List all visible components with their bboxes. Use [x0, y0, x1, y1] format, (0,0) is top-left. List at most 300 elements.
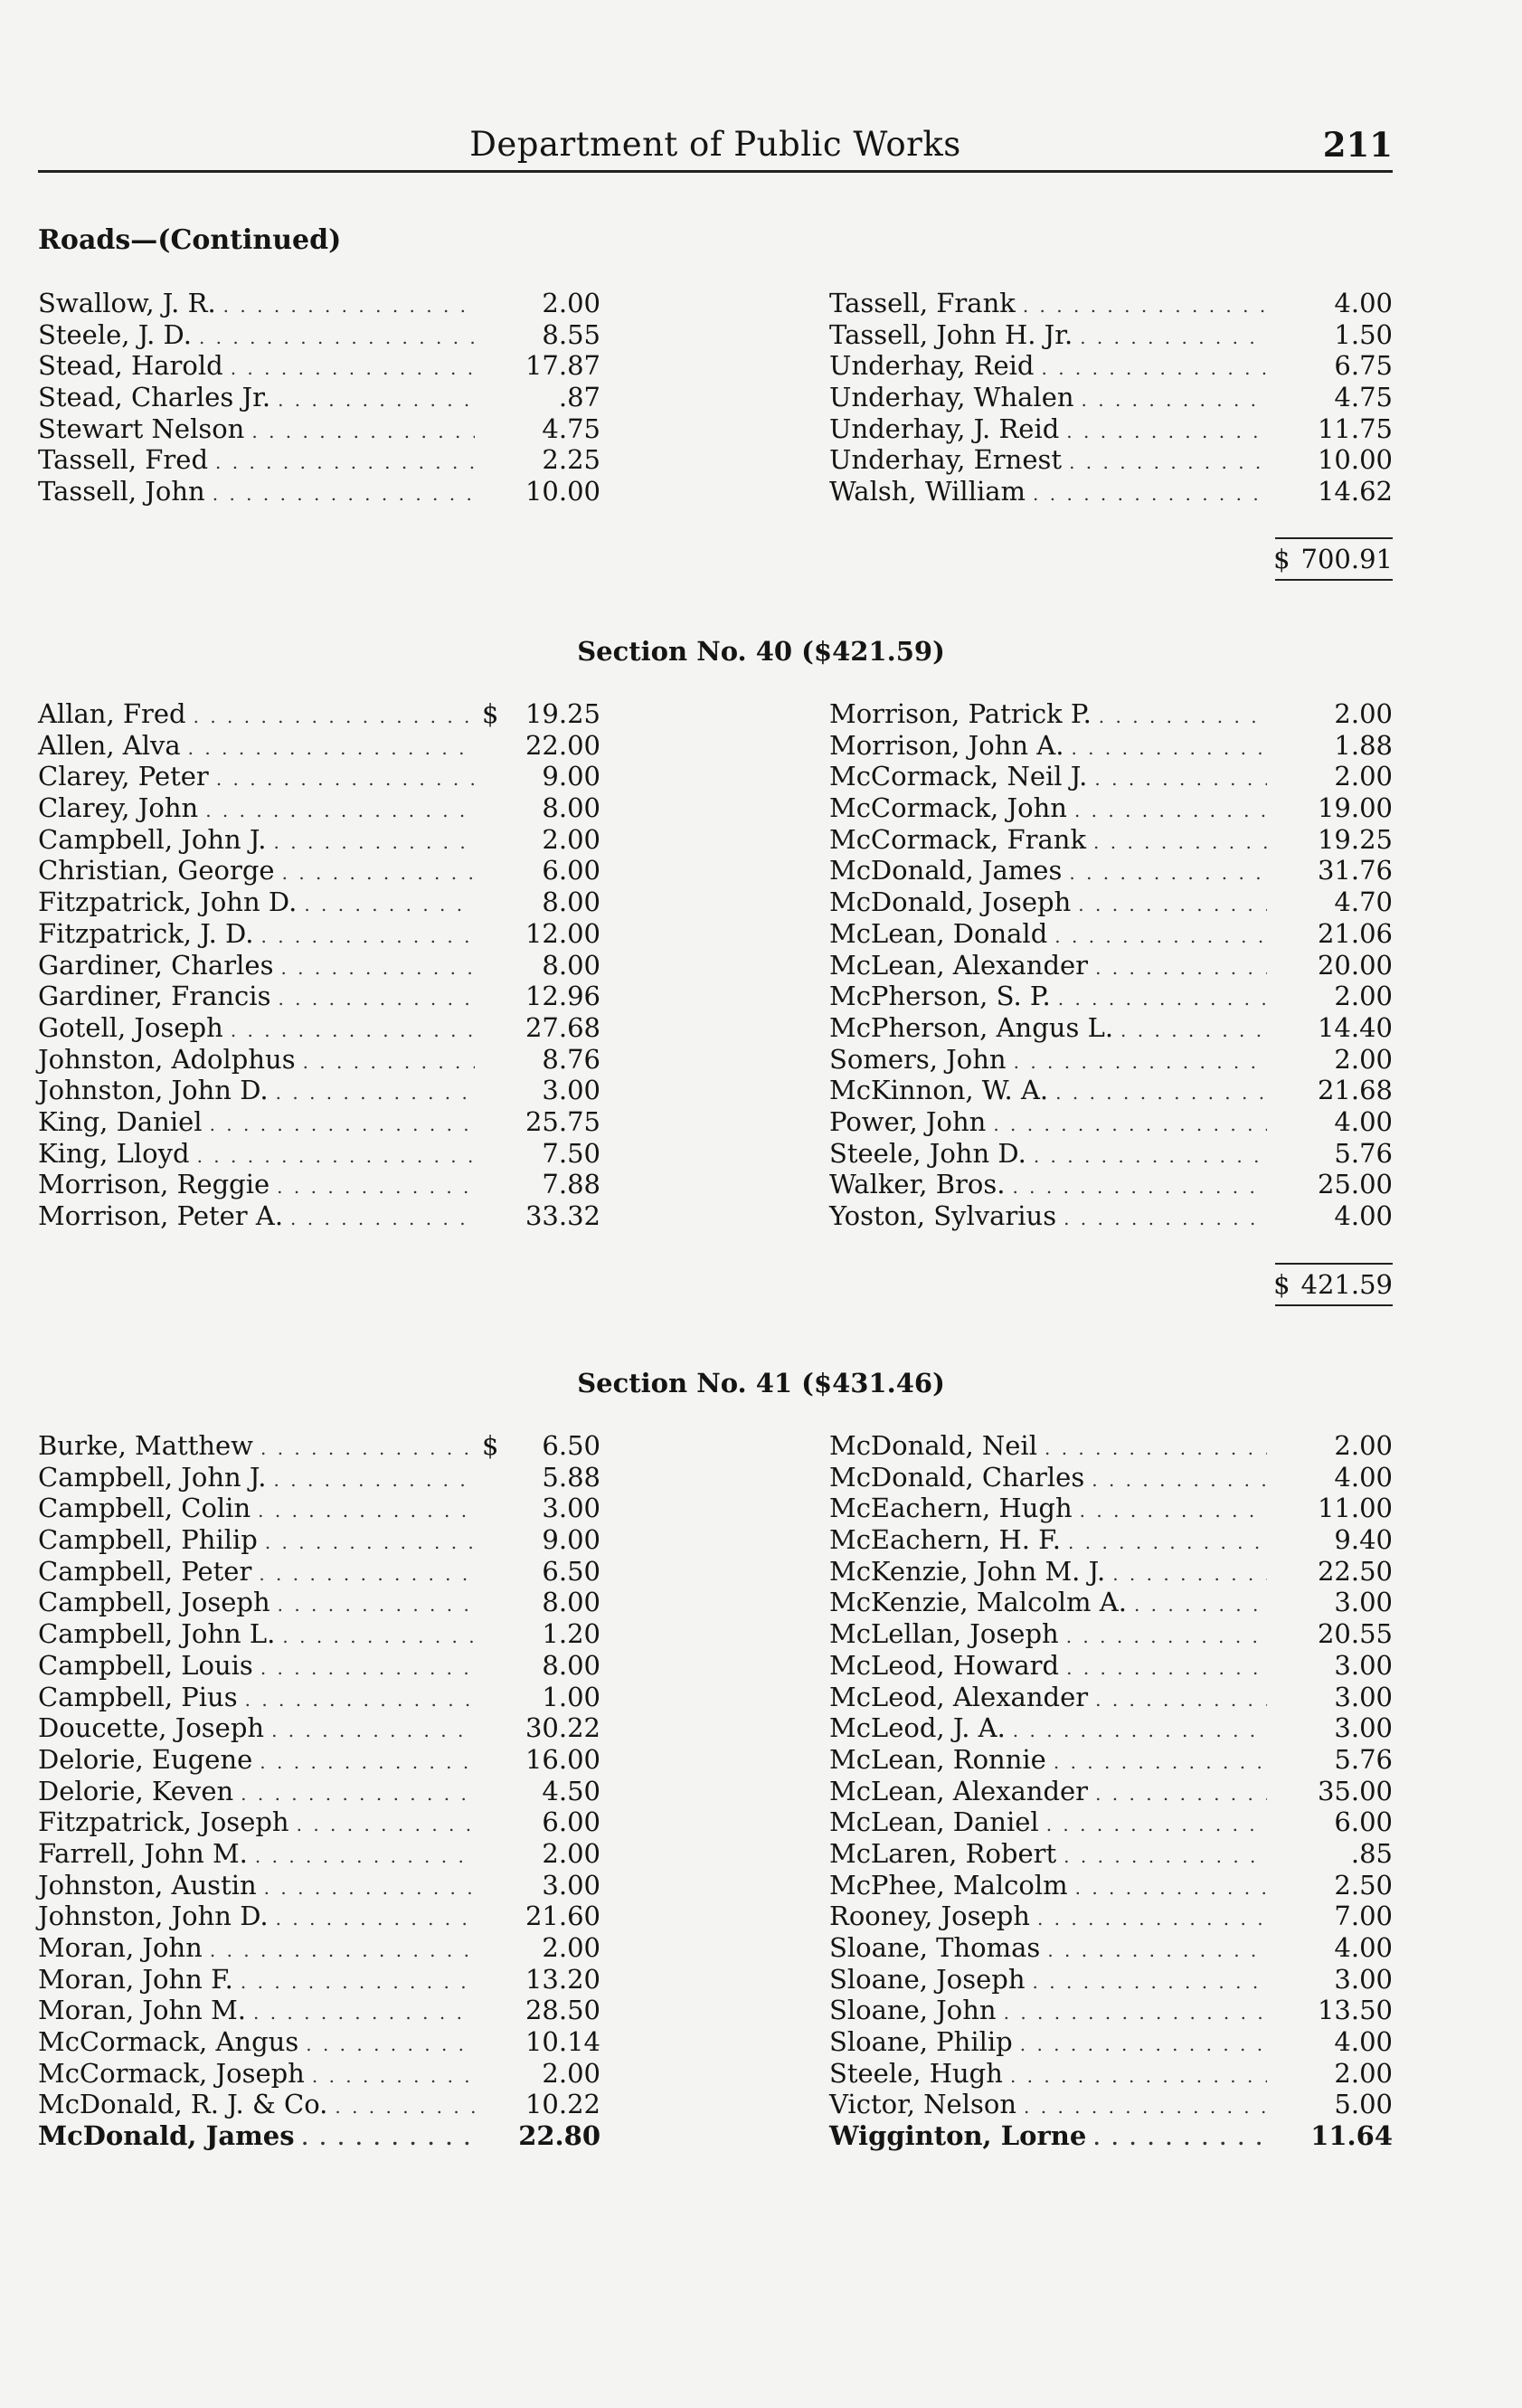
dot-leader — [1082, 384, 1267, 416]
list-item — [38, 1524, 600, 1556]
entry-amount: 9.00 — [542, 1524, 600, 1556]
entry-amount: 3.00 — [542, 1493, 600, 1524]
dot-leader — [304, 889, 475, 921]
entry-amount: 1.88 — [1334, 729, 1393, 761]
entry-amount: 31.76 — [1317, 855, 1393, 886]
entry-name: Campbell, Joseph — [38, 1587, 270, 1618]
entry-name: Farrell, John M. — [38, 1837, 248, 1869]
list-item — [829, 2026, 1393, 2058]
entry-name: McLaren, Robert — [829, 1837, 1057, 1869]
section-40-right-column — [829, 698, 1393, 1232]
roads-left-column — [38, 288, 600, 507]
dot-leader — [264, 1872, 475, 1904]
list-item — [829, 886, 1393, 918]
entry-amount: 10.00 — [525, 476, 600, 507]
entry-amount: 25.75 — [525, 1105, 600, 1137]
list-item — [38, 1044, 600, 1076]
list-item — [829, 824, 1393, 856]
entry-name: McLean, Alexander — [829, 949, 1089, 981]
dot-leader — [1066, 1653, 1267, 1684]
entry-name: Victor, Nelson — [829, 2089, 1017, 2120]
dot-leader — [260, 1747, 475, 1778]
entry-amount: 6.50 — [542, 1430, 600, 1461]
dot-leader — [1093, 2123, 1267, 2155]
entry-name: Underhay, Ernest — [829, 444, 1063, 476]
entry-name: Yoston, Sylvarius — [829, 1200, 1057, 1231]
list-item — [829, 1138, 1393, 1170]
list-item — [829, 981, 1393, 1012]
entry-name: McDonald, Charles — [829, 1461, 1085, 1493]
entry-amount: 2.25 — [542, 444, 600, 476]
entry-amount: 2.00 — [542, 1837, 600, 1869]
list-item — [38, 476, 600, 507]
dot-leader — [215, 447, 475, 479]
entry-name: Underhay, Whalen — [829, 382, 1074, 413]
dot-leader — [210, 1109, 475, 1141]
list-item — [38, 1744, 600, 1776]
entry-amount: 1.20 — [542, 1618, 600, 1650]
entry-name: Somers, John — [829, 1043, 1007, 1075]
dot-leader — [255, 1841, 475, 1872]
list-item — [38, 855, 600, 886]
list-item — [829, 1870, 1393, 1901]
list-item — [38, 2089, 600, 2120]
dot-leader — [278, 384, 475, 416]
entry-amount: 19.25 — [1317, 823, 1393, 855]
entry-amount: 2.00 — [1334, 981, 1393, 1012]
list-item — [38, 1493, 600, 1524]
entry-name: McCormack, Angus — [38, 2026, 299, 2058]
entry-amount: 5.76 — [1334, 1137, 1393, 1169]
entry-amount: 20.00 — [1317, 949, 1393, 981]
list-item — [829, 1964, 1393, 1996]
entry-name: Steele, J. D. — [38, 318, 192, 350]
dot-leader — [282, 1621, 475, 1653]
entry-amount: 12.96 — [525, 981, 600, 1012]
list-item — [829, 918, 1393, 950]
dot-leader — [1069, 858, 1267, 889]
roads-total — [1275, 537, 1393, 581]
entry-name: Allen, Alva — [38, 729, 181, 761]
entry-name: McPherson, S. P. — [829, 981, 1051, 1012]
entry-name: Moran, John — [38, 1932, 203, 1963]
entry-name: McCormack, Frank — [829, 823, 1087, 855]
entry-amount: 11.64 — [1310, 2120, 1393, 2152]
page-number: 211 — [1322, 125, 1393, 165]
list-item — [829, 1556, 1393, 1588]
dot-leader — [265, 1527, 475, 1559]
entry-name: McKenzie, John M. J. — [829, 1555, 1106, 1587]
list-item — [38, 2058, 600, 2090]
entry-amount: 8.76 — [542, 1043, 600, 1075]
entry-name: Burke, Matthew — [38, 1430, 253, 1461]
dot-leader — [1078, 889, 1267, 921]
entry-amount: 11.00 — [1317, 1493, 1393, 1524]
entry-name: Campbell, Philip — [38, 1524, 258, 1556]
entry-amount: 6.75 — [1334, 350, 1393, 382]
entry-name: Campbell, Peter — [38, 1555, 252, 1587]
dot-leader — [1094, 763, 1267, 795]
section-41-right-column — [829, 1430, 1393, 2152]
dot-leader — [1093, 827, 1267, 858]
entry-name: Campbell, John J. — [38, 823, 267, 855]
dot-leader — [303, 1047, 475, 1078]
dot-leader — [282, 858, 475, 889]
dot-leader — [1099, 701, 1267, 733]
entry-amount: 9.00 — [542, 761, 600, 792]
entry-amount: 28.50 — [525, 1995, 600, 2026]
entry-amount: 3.00 — [1334, 1649, 1393, 1681]
list-item — [829, 1650, 1393, 1682]
entry-name: Rooney, Joseph — [829, 1901, 1030, 1932]
entry-name: Tassell, Fred — [38, 444, 209, 476]
list-item — [829, 288, 1393, 319]
dot-leader — [276, 1903, 475, 1935]
dot-leader — [1020, 2029, 1267, 2061]
entry-name: McKinnon, W. A. — [829, 1075, 1049, 1106]
section-40-total-currency: $ — [1273, 1269, 1290, 1300]
entry-name: McLeod, J. A. — [829, 1712, 1006, 1744]
entry-amount: 19.25 — [525, 698, 600, 729]
dot-leader — [245, 1684, 475, 1716]
entry-amount: 7.00 — [1334, 1901, 1393, 1932]
page-header — [38, 119, 1393, 173]
dot-leader — [194, 701, 475, 733]
list-item — [829, 1901, 1393, 1932]
dot-leader — [1066, 1621, 1267, 1653]
entry-name: Sloane, Philip — [829, 2026, 1013, 2058]
entry-name: Allan, Fred — [38, 698, 186, 729]
entry-name: Morrison, Patrick P. — [829, 698, 1092, 729]
entry-currency: $ — [482, 1430, 499, 1461]
entry-name: Delorie, Keven — [38, 1775, 234, 1806]
list-item — [38, 1712, 600, 1744]
entry-name: Delorie, Eugene — [38, 1743, 253, 1775]
dot-leader — [277, 1171, 475, 1203]
entry-name: Campbell, John J. — [38, 1461, 267, 1493]
list-item — [829, 1200, 1393, 1232]
dot-leader — [1074, 795, 1267, 827]
entry-amount: 25.00 — [1317, 1169, 1393, 1200]
entry-name: Christian, George — [38, 855, 275, 886]
list-item — [829, 2058, 1393, 2090]
entry-amount: 10.00 — [1317, 444, 1393, 476]
list-item — [829, 1044, 1393, 1076]
entry-name: McDonald, James — [38, 2120, 295, 2152]
entry-amount: 8.55 — [542, 318, 600, 350]
list-item — [38, 1995, 600, 2026]
dot-leader — [1095, 953, 1267, 984]
list-item — [38, 1200, 600, 1232]
entry-amount: 3.00 — [1334, 1963, 1393, 1995]
entry-amount: 3.00 — [542, 1075, 600, 1106]
entry-amount: 21.60 — [525, 1901, 600, 1932]
entry-name: Stewart Nelson — [38, 412, 245, 444]
list-item — [38, 319, 600, 351]
list-item — [38, 1430, 600, 1462]
entry-amount: .87 — [558, 382, 600, 413]
dot-leader — [335, 2091, 475, 2123]
dot-leader — [197, 1141, 475, 1172]
entry-amount: 7.88 — [542, 1169, 600, 1200]
list-item — [38, 918, 600, 950]
dot-leader — [260, 1433, 475, 1465]
entry-amount: 21.06 — [1317, 917, 1393, 949]
list-item — [38, 824, 600, 856]
entry-name: Morrison, Peter A. — [38, 1200, 284, 1231]
entry-amount: 10.22 — [525, 2089, 600, 2120]
dot-leader — [1071, 733, 1267, 764]
section-40-heading: Section No. 40 ($421.59) — [577, 636, 945, 667]
entry-name: Sloane, Joseph — [829, 1963, 1026, 1995]
entry-name: Sloane, John — [829, 1995, 997, 2026]
entry-amount: 2.00 — [1334, 1043, 1393, 1075]
section-41-heading: Section No. 41 ($431.46) — [577, 1368, 945, 1398]
entry-name: McLean, Ronnie — [829, 1743, 1046, 1775]
list-item — [829, 1838, 1393, 1870]
entry-amount: 6.50 — [542, 1555, 600, 1587]
entry-name: McCormack, Joseph — [38, 2057, 305, 2089]
list-item — [38, 413, 600, 445]
dot-leader — [210, 1935, 475, 1967]
list-item — [829, 444, 1393, 476]
entry-amount: .85 — [1350, 1837, 1393, 1869]
dot-leader — [1064, 1203, 1267, 1235]
roads-total-currency: $ — [1273, 544, 1290, 574]
dot-leader — [297, 1809, 475, 1841]
entry-amount: 19.00 — [1317, 792, 1393, 824]
entry-amount: 10.14 — [525, 2026, 600, 2058]
entry-name: Tassell, John — [38, 476, 205, 507]
entry-amount: 8.00 — [542, 1649, 600, 1681]
list-item — [829, 2089, 1393, 2120]
entry-amount: 35.00 — [1317, 1775, 1393, 1806]
list-item — [38, 1901, 600, 1932]
list-item — [829, 1682, 1393, 1713]
dot-leader — [1066, 416, 1267, 448]
list-item — [38, 981, 600, 1012]
entry-amount: 5.76 — [1334, 1743, 1393, 1775]
dot-leader — [205, 795, 475, 827]
dot-leader — [199, 322, 475, 354]
list-item — [38, 1838, 600, 1870]
entry-name: Wigginton, Lorne — [829, 2120, 1087, 2152]
entry-amount: 3.00 — [1334, 1587, 1393, 1618]
list-item — [829, 413, 1393, 445]
list-item — [38, 950, 600, 981]
entry-amount: 20.55 — [1317, 1618, 1393, 1650]
list-item — [829, 2120, 1393, 2152]
list-item — [38, 2120, 600, 2152]
list-item — [829, 1430, 1393, 1462]
dot-leader — [312, 2061, 475, 2092]
entry-amount: 22.80 — [518, 2120, 600, 2152]
list-item — [38, 1964, 600, 1996]
list-item — [829, 1106, 1393, 1138]
dot-leader — [259, 1559, 475, 1590]
entry-amount: 6.00 — [542, 1806, 600, 1838]
entry-currency: $ — [482, 698, 499, 729]
entry-name: McDonald, Joseph — [829, 886, 1072, 918]
dot-leader — [306, 2029, 475, 2061]
dot-leader — [213, 479, 475, 510]
list-item — [829, 1524, 1393, 1556]
entry-name: Campbell, Louis — [38, 1649, 253, 1681]
entry-name: Campbell, Pius — [38, 1681, 238, 1712]
list-item — [829, 1075, 1393, 1106]
dot-leader — [1046, 1809, 1267, 1841]
entry-amount: 13.50 — [1317, 1995, 1393, 2026]
dot-leader — [260, 921, 475, 953]
dot-leader — [1014, 1047, 1267, 1078]
entry-name: Steele, John D. — [829, 1137, 1026, 1169]
entry-amount: 16.00 — [525, 1743, 600, 1775]
entry-name: McLeod, Alexander — [829, 1681, 1089, 1712]
dot-leader — [302, 2123, 475, 2155]
entry-amount: 14.40 — [1317, 1011, 1393, 1043]
dot-leader — [1023, 290, 1267, 322]
entry-amount: 11.75 — [1317, 412, 1393, 444]
entry-name: Steele, Hugh — [829, 2057, 1003, 2089]
entry-name: Walsh, William — [829, 476, 1026, 507]
dot-leader — [1068, 1527, 1267, 1559]
dot-leader — [1010, 2061, 1267, 2092]
entry-amount: 14.62 — [1317, 476, 1393, 507]
list-item — [38, 698, 600, 730]
entry-name: Tassell, John H. Jr. — [829, 318, 1073, 350]
roads-total-amount: 700.91 — [1300, 544, 1393, 574]
roads-heading: Roads—(Continued) — [38, 224, 342, 256]
entry-amount: 17.87 — [525, 350, 600, 382]
entry-amount: 4.00 — [1334, 1461, 1393, 1493]
dot-leader — [290, 1203, 475, 1235]
dot-leader — [1058, 983, 1267, 1015]
section-41-left-column — [38, 1430, 600, 2152]
dot-leader — [274, 827, 475, 858]
entry-name: Underhay, J. Reid — [829, 412, 1060, 444]
section-40-left-column — [38, 698, 600, 1232]
dot-leader — [1080, 1495, 1267, 1527]
entry-amount: 4.00 — [1334, 1200, 1393, 1231]
dot-leader — [253, 1997, 475, 2029]
list-item — [829, 792, 1393, 824]
entry-amount: 30.22 — [525, 1712, 600, 1744]
dot-leader — [1033, 479, 1267, 510]
list-item — [829, 855, 1393, 886]
list-item — [829, 1012, 1393, 1044]
entry-name: McLeod, Howard — [829, 1649, 1060, 1681]
list-item — [829, 350, 1393, 382]
list-item — [38, 2026, 600, 2058]
entry-name: Tassell, Frank — [829, 288, 1016, 318]
dot-leader — [1047, 1935, 1267, 1967]
entry-amount: 5.88 — [542, 1461, 600, 1493]
list-item — [38, 1075, 600, 1106]
entry-name: McLean, Donald — [829, 917, 1048, 949]
entry-amount: 5.00 — [1334, 2089, 1393, 2120]
list-item — [38, 1012, 600, 1044]
entry-amount: 8.00 — [542, 886, 600, 918]
dot-leader — [258, 1495, 475, 1527]
entry-amount: 4.75 — [542, 412, 600, 444]
entry-name: McDonald, James — [829, 855, 1063, 886]
entry-name: McKenzie, Malcolm A. — [829, 1587, 1127, 1618]
list-item — [829, 730, 1393, 762]
entry-amount: 2.00 — [542, 2057, 600, 2089]
dot-leader — [1064, 1841, 1267, 1872]
dot-leader — [993, 1109, 1267, 1141]
entry-name: McLean, Alexander — [829, 1775, 1089, 1806]
entry-name: Power, John — [829, 1105, 987, 1137]
list-item — [829, 1462, 1393, 1493]
entry-amount: 4.00 — [1334, 288, 1393, 318]
entry-amount: 2.00 — [1334, 698, 1393, 729]
entry-name: McEachern, H. F. — [829, 1524, 1062, 1556]
dot-leader — [1095, 1684, 1267, 1716]
list-item — [829, 1744, 1393, 1776]
entry-name: Morrison, John A. — [829, 729, 1064, 761]
dot-leader — [1095, 1778, 1267, 1810]
dot-leader — [276, 1077, 475, 1109]
dot-leader — [1041, 353, 1267, 384]
dot-leader — [1037, 1903, 1267, 1935]
entry-amount: 6.00 — [1334, 1806, 1393, 1838]
entry-amount: 12.00 — [525, 917, 600, 949]
list-item — [38, 1138, 600, 1170]
dot-leader — [1080, 322, 1267, 354]
list-item — [38, 1870, 600, 1901]
list-item — [38, 730, 600, 762]
list-item — [829, 1806, 1393, 1838]
section-40-total-amount: 421.59 — [1300, 1269, 1393, 1300]
dot-leader — [223, 290, 475, 322]
dot-leader — [260, 1653, 475, 1684]
dot-leader — [1012, 1171, 1267, 1203]
entry-name: Morrison, Reggie — [38, 1169, 270, 1200]
dot-leader — [1120, 1015, 1267, 1047]
dot-leader — [274, 1465, 475, 1496]
list-item — [38, 1806, 600, 1838]
entry-name: Gardiner, Charles — [38, 949, 274, 981]
dot-leader — [1112, 1559, 1267, 1590]
entry-name: Fitzpatrick, J. D. — [38, 917, 254, 949]
entry-name: Campbell, Colin — [38, 1493, 251, 1524]
entry-amount: 2.00 — [1334, 2057, 1393, 2089]
entry-amount: 2.00 — [1334, 1430, 1393, 1461]
entry-name: Fitzpatrick, John D. — [38, 886, 298, 918]
entry-name: Johnston, Adolphus — [38, 1043, 296, 1075]
entry-name: Stead, Harold — [38, 350, 223, 382]
entry-amount: 13.20 — [525, 1963, 600, 1995]
list-item — [38, 382, 600, 413]
list-item — [829, 382, 1393, 413]
entry-name: McCormack, Neil J. — [829, 761, 1088, 792]
entry-name: King, Daniel — [38, 1105, 203, 1137]
dot-leader — [280, 953, 475, 984]
entry-name: McEachern, Hugh — [829, 1493, 1073, 1524]
dot-leader — [231, 1015, 475, 1047]
dot-leader — [1024, 2091, 1267, 2123]
list-item — [38, 1618, 600, 1650]
entry-name: Moran, John M. — [38, 1995, 246, 2026]
dot-leader — [1054, 1747, 1267, 1778]
entry-amount: 4.00 — [1334, 1105, 1393, 1137]
entry-amount: 1.00 — [542, 1681, 600, 1712]
entry-name: Campbell, John L. — [38, 1618, 276, 1650]
entry-amount: 22.00 — [525, 729, 600, 761]
entry-name: McPherson, Angus L. — [829, 1011, 1114, 1043]
entry-amount: 1.50 — [1334, 318, 1393, 350]
